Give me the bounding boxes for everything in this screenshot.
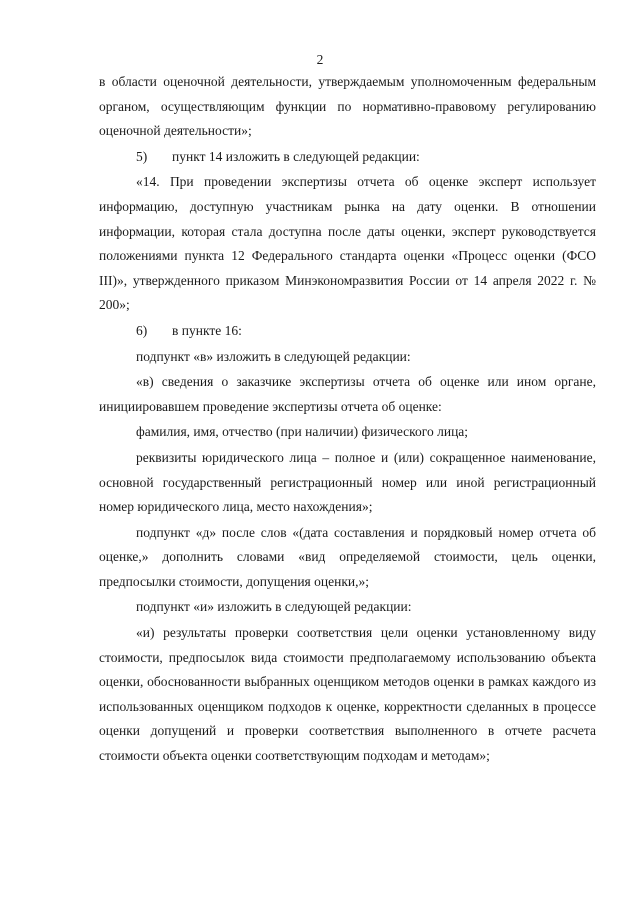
paragraph-individual: фамилия, имя, отчество (при наличии) физического лица; bbox=[136, 424, 469, 440]
page-number: 2 bbox=[316, 52, 324, 67]
list-number: 6) bbox=[136, 322, 148, 338]
paragraph-subitem-v: подпункт «в» изложить в следующей редакции: bbox=[136, 348, 411, 364]
paragraph-subitem-i: подпункт «и» изложить в следующей редакции: bbox=[136, 599, 412, 615]
paragraph-item-5 bbox=[99, 145, 596, 170]
list-number: 5) bbox=[136, 148, 148, 164]
paragraph-text: в пункте 16: bbox=[172, 322, 242, 338]
paragraph-subitem-d: подпункт «д» после слов «(дата составления и порядковый номер отчета об оценке,» дополнить словами «вид определяемой стоимости, цель оценки, предпосылки стоимости, допущения оценки,»; bbox=[99, 524, 596, 589]
paragraph-legal-entity: реквизиты юридического лица – полное и (или) сокращенное наименование, основной государственный регистрационный номер или иной регистрационный номер юридического лица, место нахождения»; bbox=[99, 449, 596, 515]
paragraph-item-6 bbox=[99, 319, 596, 344]
paragraph-quote-v: «в) сведения о заказчике экспертизы отчета об оценке или ином органе, инициировавшем проведение экспертизы отчета об оценке: bbox=[99, 374, 596, 414]
paragraph-quote-14: «14. При проведении экспертизы отчета об оценке эксперт использует информацию, доступную участникам рынка на дату оценки. В отношении информации, которая стала доступна после даты оценки, эксперт руководствуется положениями пункта 12 Федерального стандарта оценки «Процесс оценки (ФСО III)», утвержденного приказом Минэкономразвития России от 14 апреля 2022 г. № 200»; bbox=[99, 174, 596, 313]
document-body bbox=[99, 70, 596, 769]
paragraph-continuation: в области оценочной деятельности, утверждаемым уполномоченным федеральным органом, осуществляющим функции по нормативно-правовому регулированию оценочной деятельности»; bbox=[99, 74, 596, 139]
paragraph-text: пункт 14 изложить в следующей редакции: bbox=[172, 148, 420, 164]
paragraph-quote-i: «и) результаты проверки соответствия цели оценки установленному виду стоимости, предпосылок вида стоимости предполагаемому использованию объекта оценки, обоснованности выбранных оценщиком методов оценки в рамках каждого из использованных оценщиком подходов к оценке, корректности сделанных в процессе оценки допущений и проверки соответствия выполненного в отчете расчета стоимости объекта оценки соответствующим подходам и методам»; bbox=[99, 625, 596, 764]
